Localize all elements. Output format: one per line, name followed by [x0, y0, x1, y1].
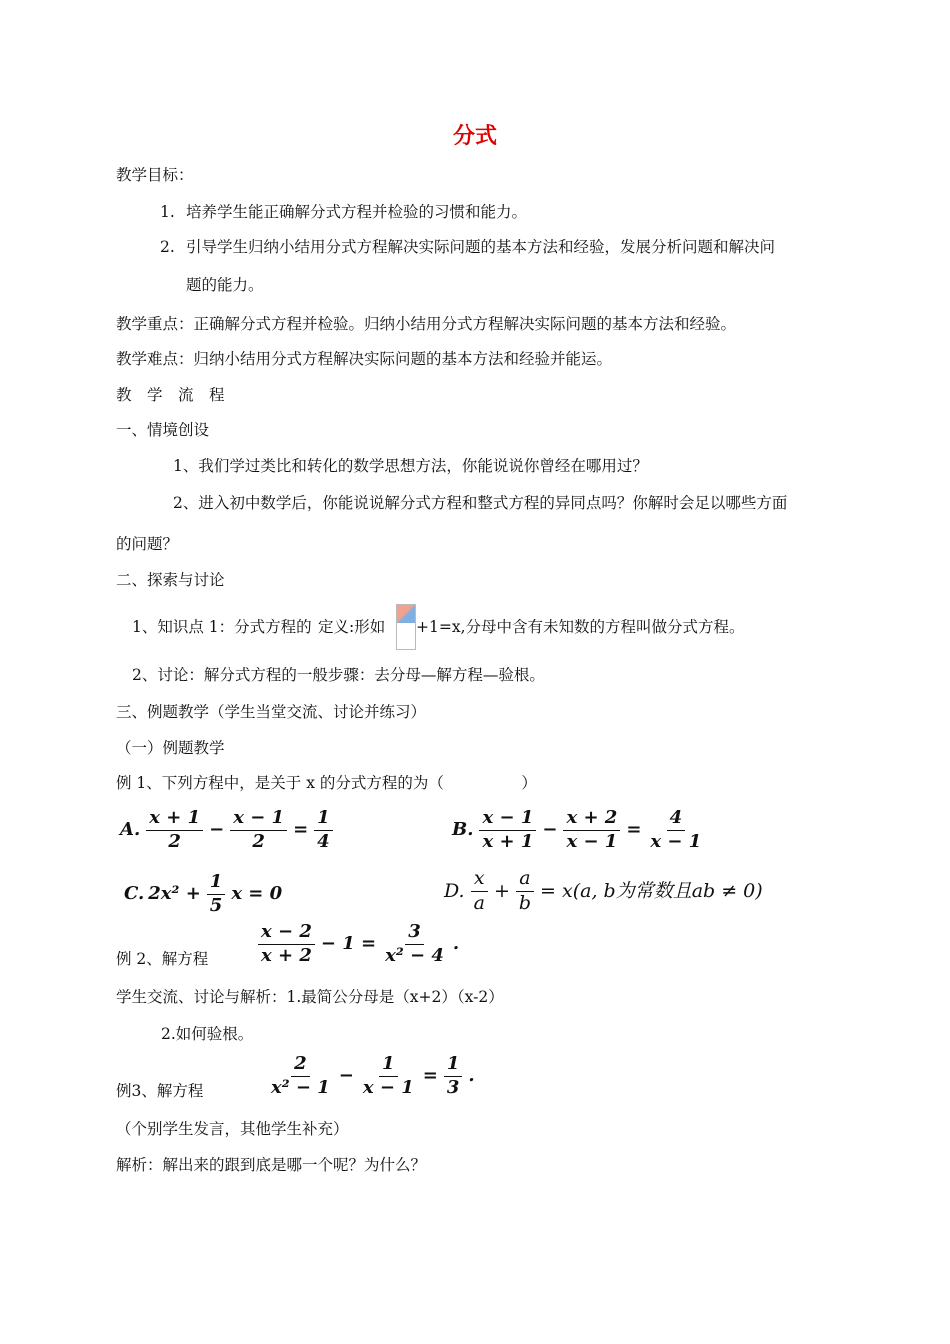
example-3-equation: $\frac{2}{\text{x² − 1}}$ − $\frac{1}{x - 1}$ = $\frac{1}{3}$ . [271, 1053, 475, 1098]
objective-2-text-cont: 题的能力。 [186, 276, 264, 294]
broken-image-icon [396, 604, 416, 650]
difficulty: 教学难点：归纳小结用分式方程解决实际问题的基本方法和经验并能运。 [116, 350, 613, 368]
option-c-equation: C. 2x² + $\frac{1}{5}$ x = 0 [124, 871, 283, 916]
objectives-heading: 教学目标： [116, 166, 194, 184]
option-d-equation: D. $\frac{x}{a}$ + $\frac{a}{b}$ = x(a, b为常数且ab ≠ 0) [444, 867, 763, 914]
knowledge-point-1-mid: 定义:形如 [318, 618, 386, 636]
key-point: 教学重点：正确解分式方程并检验。归纳小结用分式方程解决实际问题的基本方法和经验。 [116, 315, 737, 333]
knowledge-point-2: 2、讨论：解分式方程的一般步骤：去分母—解方程—验根。 [132, 666, 545, 684]
example-2-equation: $\frac{x - 2}{x + 2}$ − 1 = $\frac{3}{\text{x² − 4}}$ . [256, 922, 459, 966]
objective-1-text: 培养学生能正确解分式方程并检验的习惯和能力。 [186, 203, 528, 221]
analysis-text: 解析：解出来的跟到底是哪一个呢？为什么？ [116, 1156, 427, 1174]
knowledge-point-1-start: 1、知识点 1：分式方程的 [132, 618, 312, 636]
option-b-label: B. [452, 819, 474, 841]
option-a-equation: A. $\frac{x + 1}{2}$ − $\frac{x - 1}{2}$ = $\frac{1}{4}$ [120, 808, 335, 852]
option-a-label: A. [120, 819, 141, 841]
student-note: （个别学生发言，其他学生补充） [116, 1120, 349, 1138]
section1-question-2-cont: 的问题？ [116, 535, 179, 553]
objective-2-text: 引导学生归纳小结用分式方程解决实际问题的基本方法和经验，发展分析问题和解决问 [186, 238, 776, 256]
page-title: 分式 [453, 124, 498, 149]
option-d-label: D. [444, 879, 465, 902]
section1-question-2: 2、进入初中数学后，你能说说解分式方程和整式方程的异同点吗？你解时会足以哪些方面 [173, 494, 788, 512]
section1-heading: 一、情境创设 [116, 421, 210, 439]
section3-subheading: （一）例题教学 [116, 739, 225, 757]
section3-heading: 三、例题教学（学生当堂交流、讨论并练习） [116, 703, 427, 721]
teaching-flow: 教 学 流 程 [116, 386, 225, 404]
section1-question-1: 1、我们学过类比和转化的数学思想方法，你能说说你曾经在哪用过？ [173, 457, 648, 475]
discussion-text: 学生交流、讨论与解析：1.最简公分母是（x+2）（x-2） [116, 988, 504, 1006]
option-b-equation: B. $\frac{x - 1}{x + 1}$ − $\frac{x + 2}{x - 1}$ = $\frac{4}{x - 1}$ [452, 807, 702, 852]
example-1-question: 例 1、下列方程中，是关于 x 的分式方程的为（ ） [116, 774, 537, 792]
option-c-label: C. [124, 883, 145, 905]
section2-heading: 二、探索与讨论 [116, 571, 225, 589]
example-3-label: 例3、解方程 [116, 1082, 204, 1100]
how-to-verify: 2.如何验根。 [161, 1025, 254, 1043]
objective-1-number: 1. [160, 203, 175, 221]
example-2-label: 例 2、解方程 [116, 950, 209, 968]
objective-2-number: 2. [160, 238, 175, 256]
knowledge-point-1-end: +1=x,分母中含有未知数的方程叫做分式方程。 [416, 618, 745, 636]
